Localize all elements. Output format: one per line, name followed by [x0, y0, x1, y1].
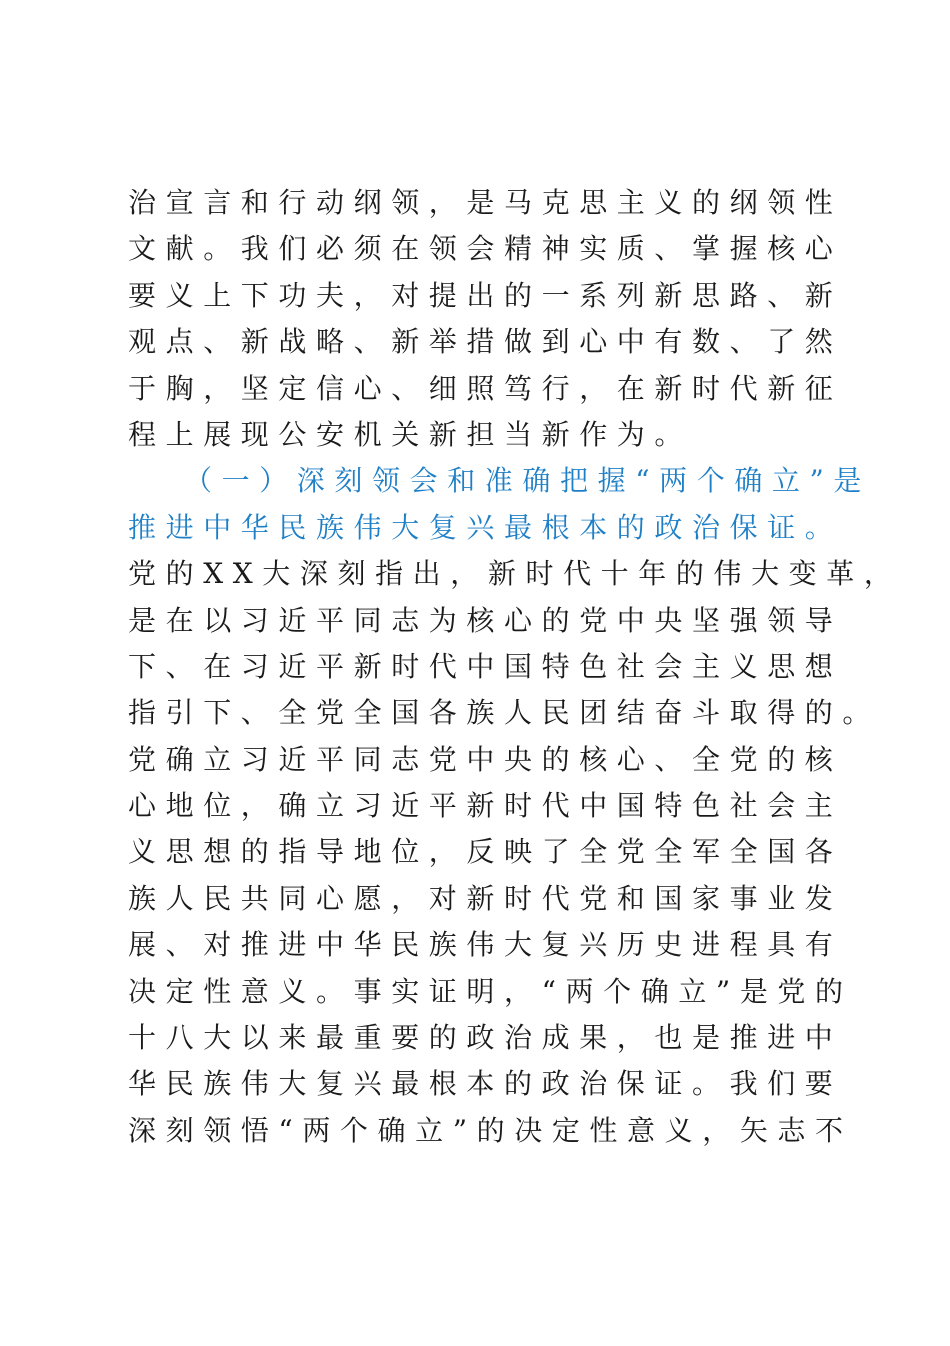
body-line-7: 义思想的指导地位，反映了全党全军全国各 [128, 835, 843, 869]
body-line-9: 展、对推进中华民族伟大复兴历史进程具有 [128, 928, 843, 962]
section-heading-line-2: 推进中华民族伟大复兴最根本的政治保证。 [128, 510, 843, 544]
body-line-3: 下、在习近平新时代中国特色社会主义思想 [128, 649, 843, 683]
intro-line-6: 程上展现公安机关新担当新作为。 [128, 417, 693, 451]
body-line-4: 指引下、全党全国各族人民团结奋斗取得的。 [128, 696, 881, 730]
body-line-11: 十八大以来最重要的政治成果，也是推进中 [128, 1021, 843, 1055]
body-line-13: 深刻领悟“两个确立”的决定性意义，矢志不 [128, 1113, 853, 1147]
body-line-6: 心地位，确立习近平新时代中国特色社会主 [128, 789, 843, 823]
intro-line-4: 观点、新战略、新举措做到心中有数、了然 [128, 325, 843, 359]
document-body [128, 180, 902, 1154]
body-line-2: 是在以习近平同志为核心的党中央坚强领导 [128, 603, 843, 637]
body-line-12: 华民族伟大复兴最根本的政治保证。我们要 [128, 1067, 843, 1101]
body-line-5: 党确立习近平同志党中央的核心、全党的核 [128, 742, 843, 776]
intro-line-1: 治宣言和行动纲领，是马克思主义的纲领性 [128, 186, 843, 219]
intro-line-5: 于胸，坚定信心、细照笃行，在新时代新征 [128, 371, 843, 405]
body-line-10: 决定性意义。事实证明，“两个确立”是党的 [128, 974, 853, 1008]
section-heading-line-1: （一）深刻领会和准确把握“两个确立”是 [184, 464, 872, 498]
body-line-8: 族人民共同心愿，对新时代党和国家事业发 [128, 881, 843, 915]
intro-line-3: 要义上下功夫，对提出的一系列新思路、新 [128, 278, 843, 312]
intro-line-2: 文献。我们必须在领会精神实质、掌握核心 [128, 232, 843, 266]
body-line-1: 党的XX大深刻指出，新时代十年的伟大变革， [128, 557, 902, 591]
